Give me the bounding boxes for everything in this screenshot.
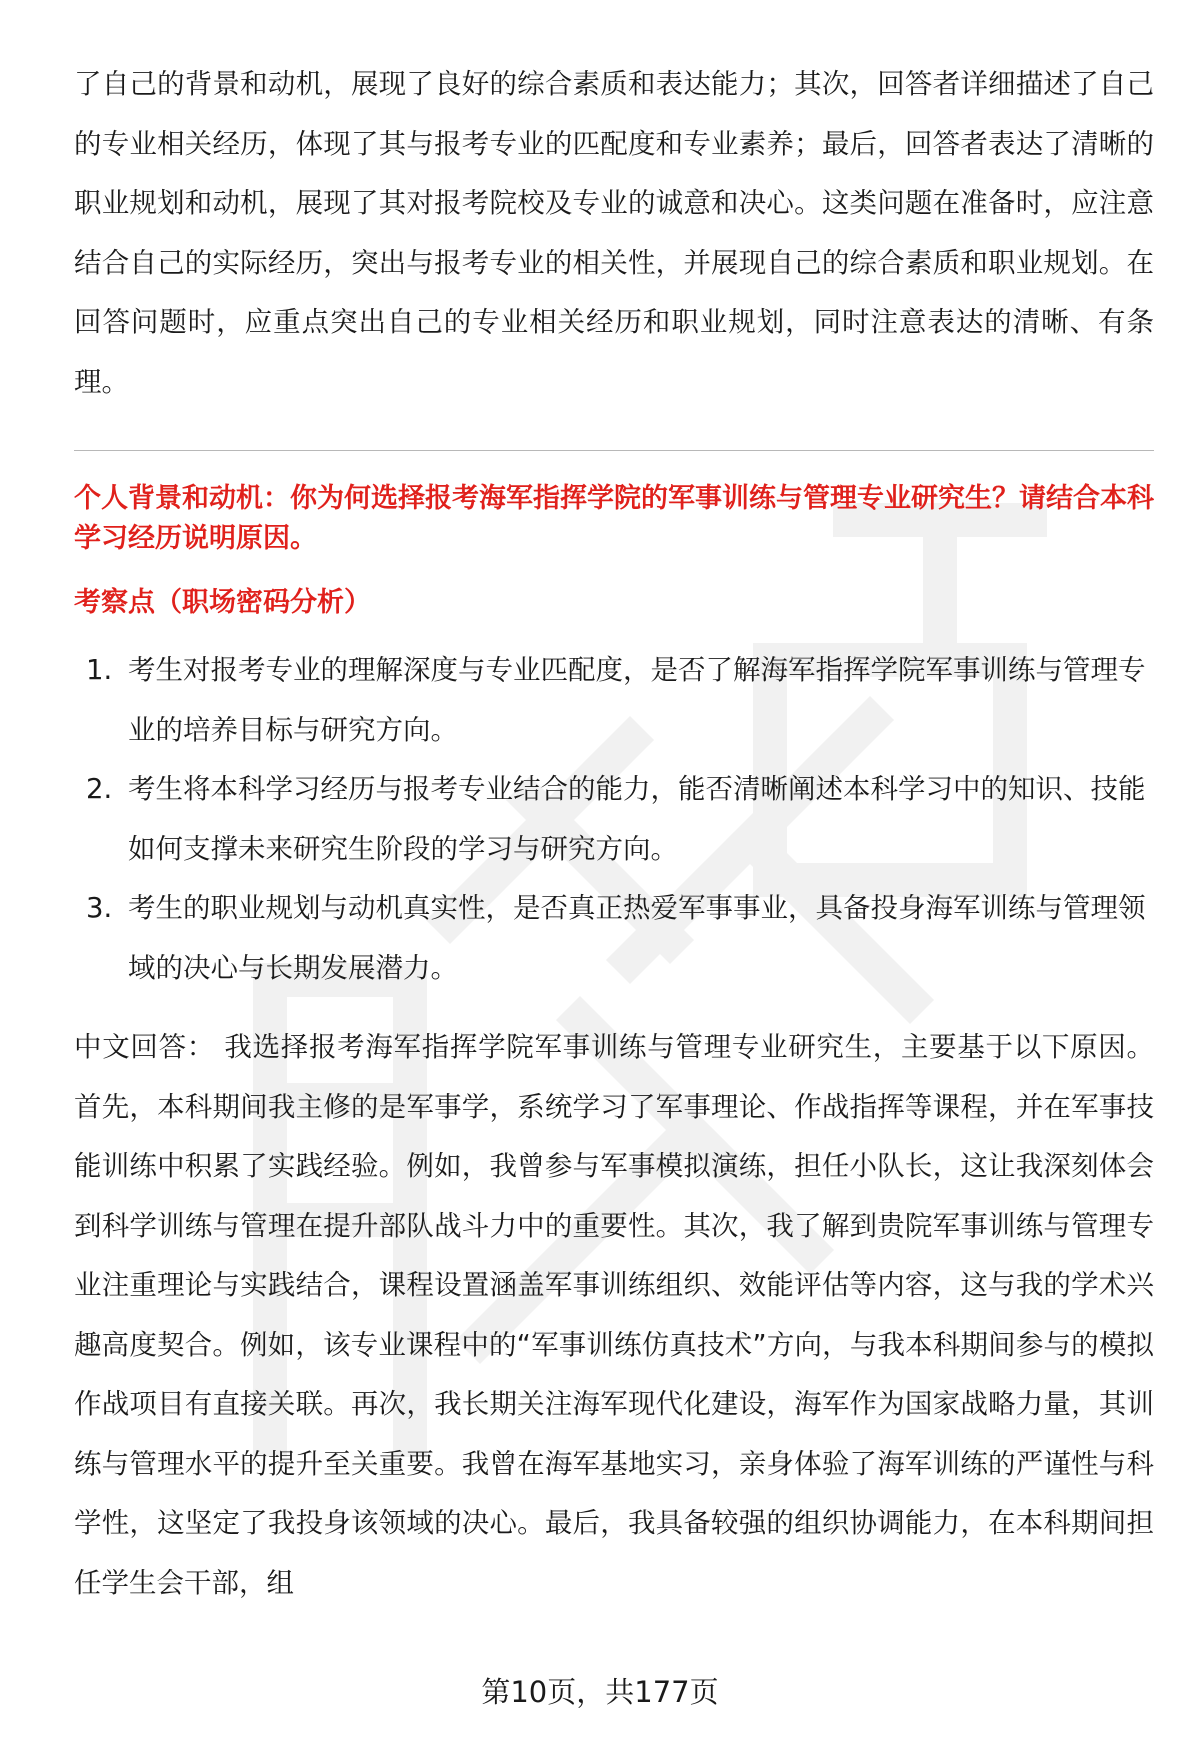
list-item bbox=[74, 641, 1154, 760]
list-item bbox=[74, 879, 1154, 998]
section-divider bbox=[74, 450, 1154, 451]
examination-points-list bbox=[74, 641, 1154, 998]
list-text: 考生将本科学习经历与报考专业结合的能力，能否清晰阐述本科学习中的知识、技能如何支撑未来研究生阶段的学习与研究方向。 bbox=[128, 773, 1146, 865]
list-number: 3. bbox=[86, 892, 113, 924]
list-item bbox=[74, 760, 1154, 879]
question-heading: 个人背景和动机：你为何选择报考海军指挥学院的军事训练与管理专业研究生？请结合本科学习经历说明原因。 bbox=[74, 483, 1154, 554]
examination-points-title: 考察点（职场密码分析） bbox=[74, 587, 371, 618]
intro-paragraph: 了自己的背景和动机，展现了良好的综合素质和表达能力；其次，回答者详细描述了自己的专业相关经历，体现了其与报考专业的匹配度和专业素养；最后，回答者表达了清晰的职业规划和动机，展现了其对报考院校及专业的诚意和决心。这类问题在准备时，应注意结合自己的实际经历，突出与报考专业的相关性，并展现自己的综合素质和职业规划。在回答问题时，应重点突出自己的专业相关经历和职业规划，同时注意表达的清晰、有条理。 bbox=[74, 68, 1154, 398]
list-number: 2. bbox=[86, 773, 113, 805]
list-number: 1. bbox=[86, 654, 113, 686]
page-content bbox=[74, 55, 1154, 1613]
answer-paragraph: 中文回答： 我选择报考海军指挥学院军事训练与管理专业研究生，主要基于以下原因。首先，本科期间我主修的是军事学，系统学习了军事理论、作战指挥等课程，并在军事技能训练中积累了实践经验。例如，我曾参与军事模拟演练，担任小队长，这让我深刻体会到科学训练与管理在提升部队战斗力中的重要性。其次，我了解到贵院军事训练与管理专业注重理论与实践结合，课程设置涵盖军事训练组织、效能评估等内容，这与我的学术兴趣高度契合。例如，该专业课程中的“军事训练仿真技术”方向，与我本科期间参与的模拟作战项目有直接关联。再次，我长期关注海军现代化建设，海军作为国家战略力量，其训练与管理水平的提升至关重要。我曾在海军基地实习，亲身体验了海军训练的严谨性与科学性，这坚定了我投身该领域的决心。最后，我具备较强的组织协调能力，在本科期间担任学生会干部，组 bbox=[74, 1031, 1154, 1599]
list-text: 考生对报考专业的理解深度与专业匹配度，是否了解海军指挥学院军事训练与管理专业的培养目标与研究方向。 bbox=[128, 654, 1146, 746]
page-number: 第10页，共177页 bbox=[481, 1675, 719, 1709]
list-text: 考生的职业规划与动机真实性，是否真正热爱军事事业，具备投身海军训练与管理领域的决心与长期发展潜力。 bbox=[128, 892, 1146, 984]
